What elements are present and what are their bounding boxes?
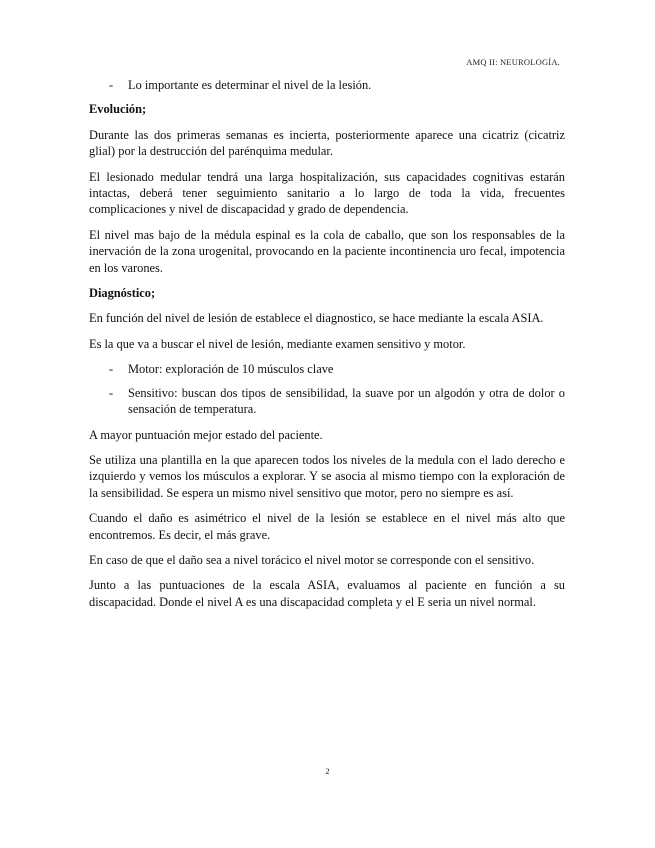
section-heading-evolucion: Evolución; xyxy=(89,102,147,117)
list-item-text: Motor: exploración de 10 músculos clave xyxy=(128,362,334,377)
paragraph: Durante las dos primeras semanas es incierta, posteriormente aparece una cicatriz (cicatriz glial) por la destrucción del parénquima medular. xyxy=(89,127,565,159)
paragraph: Se utiliza una plantilla en la que aparecen todos los niveles de la medula con el lado derecho e izquierdo y vemos los músculos a explorar. Y se asocia al mismo tiempo con la exploración de la sensibilidad. Se espera un mismo nivel sensitivo que motor, pero no siempre es así. xyxy=(89,452,565,500)
list-item xyxy=(89,385,565,418)
paragraph: Cuando el daño es asimétrico el nivel de la lesión se establece en el nivel más alto que encontremos. Es decir, el más grave. xyxy=(89,511,565,542)
bullet-dash: - xyxy=(109,362,114,377)
bullet-dash: - xyxy=(109,385,114,400)
page-number: 2 xyxy=(325,766,330,776)
paragraph: Junto a las puntuaciones de la escala ASIA, evaluamos al paciente en función a su discapacidad. Donde el nivel A es una discapacidad completa y el E seria un nivel normal. xyxy=(89,578,565,609)
page-content xyxy=(89,77,565,619)
section-heading-diagnostico: Diagnóstico; xyxy=(89,286,156,301)
list-item xyxy=(89,361,565,377)
list-item-text: Lo importante es determinar el nivel de la lesión. xyxy=(128,78,372,92)
paragraph: En caso de que el daño sea a nivel torácico el nivel motor se corresponde con el sensitivo. xyxy=(89,552,535,567)
bullet-dash: - xyxy=(109,78,114,92)
paragraph: A mayor puntuación mejor estado del paciente. xyxy=(89,427,323,442)
paragraph: Es la que va a buscar el nivel de lesión, mediante examen sensitivo y motor. xyxy=(89,336,466,351)
paragraph: En función del nivel de lesión de establece el diagnostico, se hace mediante la escala ASIA. xyxy=(89,311,544,326)
running-header: AMQ II: NEUROLOGÍA. xyxy=(466,57,560,67)
paragraph: El nivel mas bajo de la médula espinal es la cola de caballo, que son los responsables de la inervación de la zona urogenital, provocando en la paciente incontinencia uro fecal, impotencia en los varones. xyxy=(89,227,565,275)
list-item-text: Sensitivo: buscan dos tipos de sensibilidad, la suave por un algodón y otra de dolor o sensación de temperatura. xyxy=(128,385,565,417)
paragraph: El lesionado medular tendrá una larga hospitalización, sus capacidades cognitivas estarán intactas, deberá tener seguimiento sanitario a lo largo de toda la vida, frecuentes complicaciones y nivel de discapacidad y grado de dependencia. xyxy=(89,169,565,217)
bullet-list xyxy=(89,361,565,417)
list-item xyxy=(109,77,565,93)
